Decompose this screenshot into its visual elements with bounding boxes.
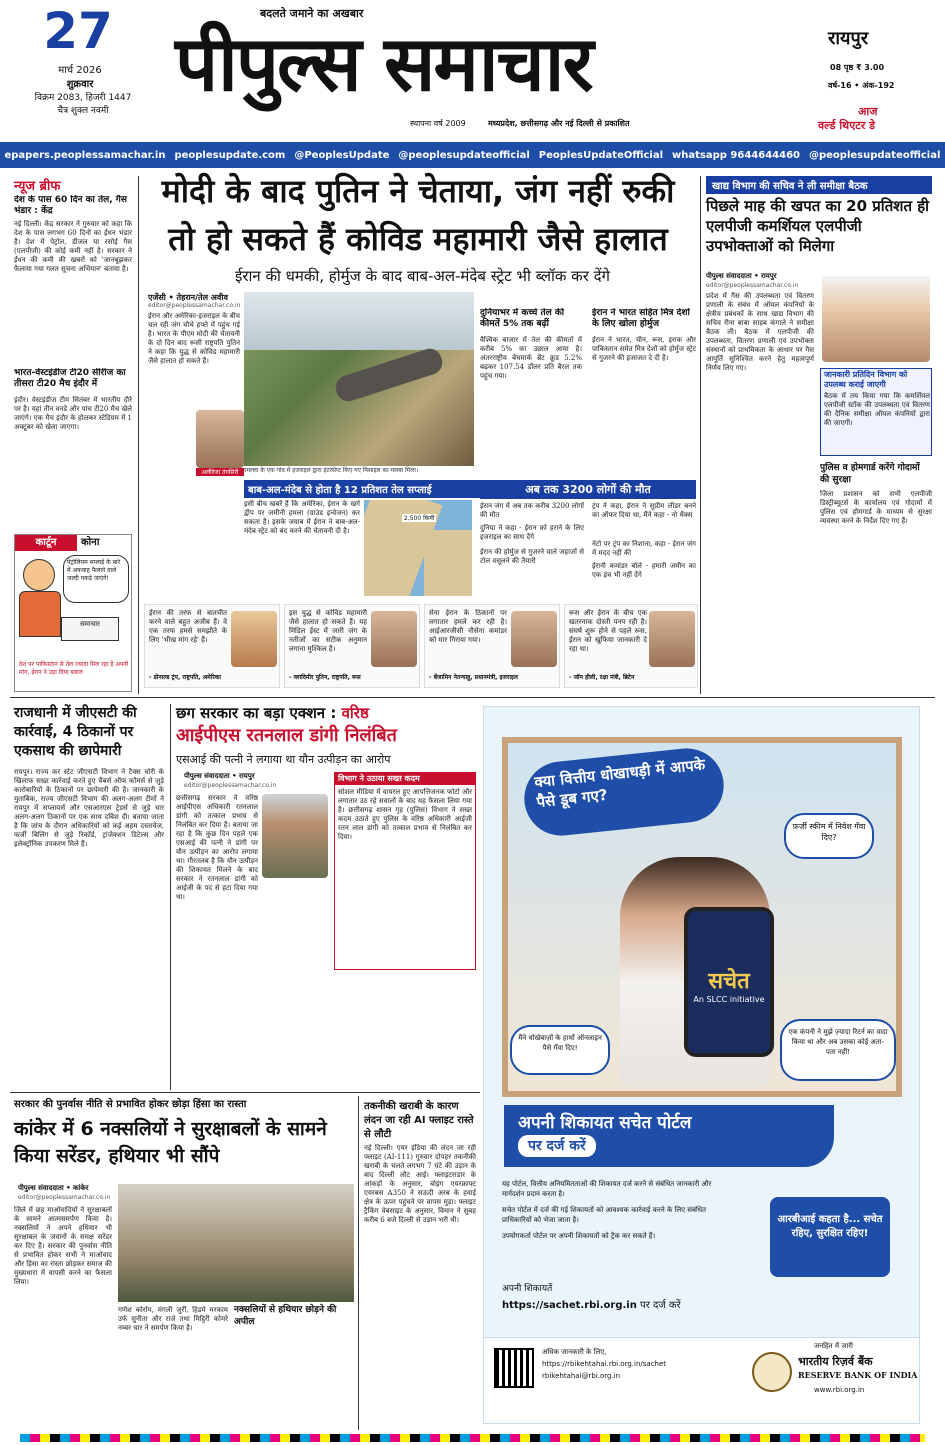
ad-portal-banner (504, 1105, 834, 1167)
qr-code[interactable] (494, 1348, 534, 1388)
date-month: मार्च 2026 (58, 65, 102, 76)
lead-byline: एजेंसी • तेहरान/तेल अवीव (148, 293, 228, 302)
trump-photo (231, 611, 277, 667)
brief-text-1: नई दिल्ली। केंद्र सरकार ने गुरुवार को कहा कि देश के पास लगभग 60 दिनों का ईंधन भंडार है। देश में पेट्रोल, डीजल या रसोई गैस (एलपीजी) की कोई कमी नहीं है। सरकार ने ईंधन की कमी की खबरों को 'जानबूझकर फैलाया गया गलत सूचना अभियान' बताया है। (14, 220, 132, 273)
paksha: चैत्र शुक्ल नवमी (57, 106, 109, 116)
info-box-text: बैठक में तय किया गया कि कमर्शियल एलपीजी स्टॉक की उपलब्धता एवं वितरण की दैनिक समीक्षा ऑयल कंपनियों द्वारा की जाएगी। (824, 392, 930, 427)
ips-headline-1-text: वरिष्ठ (341, 704, 369, 722)
social-epaper[interactable]: epapers.peoplessamachar.in (4, 149, 166, 161)
oil-price-headline: दुनियाभर में कच्चे तेल की कीमतें 5% तक बढ़ीं (480, 308, 565, 329)
ips-email: editor@peoplessamachar.co.in (184, 782, 277, 789)
social-x[interactable]: @PeoplesUpdate (294, 149, 390, 161)
ad-mascot-sign: आरबीआई कहता है... सचेत रहिए, सुरक्षित रहिए! (770, 1197, 890, 1277)
cartoon-paper: समाचार (61, 617, 119, 641)
lpg-byline: पीपुल्स संवाददाता • रायपुर (706, 272, 777, 280)
ad-url[interactable]: https://sachet.rbi.org.in (502, 1300, 637, 1311)
news-brief-label: न्यूज ब्रीफ (14, 179, 61, 194)
kanker-email: editor@peoplessamachar.co.in (18, 1194, 111, 1201)
ad-bubble-company: एक कंपनी ने मुझे ज़्यादा रिटर्न का वादा किया था और अब उसका कोई अता-पता नहीं! (780, 1019, 896, 1081)
banner-line-2: पर दर्ज करें (518, 1135, 596, 1157)
deaths-headline: अब तक 3200 लोगों की मौत (480, 480, 696, 499)
quote-box-trump (144, 604, 280, 688)
weekday: शुक्रवार (66, 79, 94, 90)
kanker-text-2: गणेश कोर्राम, मंगली जुर्री, हिडमे मरकाम उर्फ सुनीता और राजे तथा मिट्ठिरी कोमरे नम्बर चार ने समर्पण किया है। (118, 1306, 228, 1332)
secretary-photo (822, 276, 930, 362)
map-headline: बाब-अल-मंदेब से होता है 12 प्रतिशत तेल सप्लाई (244, 480, 494, 498)
putin-photo (371, 611, 417, 667)
rbi-name-hindi: भारतीय रिज़र्व बैंक (798, 1355, 873, 1368)
tagline: बदलते जमाने का अखबार (260, 7, 364, 20)
brief-headline-2: भारत-वेस्टइंडीज टी20 सीरीज का तीसरा टी20 मैच इंदौर में (14, 368, 126, 389)
volume: वर्ष-16 • अंक-192 (828, 81, 895, 90)
appeal-box-headline: नक्सलियों से हथियार छोड़ने की अपील (234, 1305, 337, 1327)
masthead (0, 0, 945, 142)
lpg-text: प्रदेश में गैस की उपलब्धता एवं वितरण प्रणाली के संबंध में ऑयल कंपनियों के क्षेत्रीय प्रबंधकों के साथ खाद्य विभाग की सचिव रीना बाबा साहब कंगाले ने समीक्षा बैठक ली। बैठक में एलपीजी की उपलब्धता, वितरण प्रणाली एवं उपभोक्ता संस्थानों को प्राथमिकता के आधार पर गैस आपूर्ति सुनिश्चित करने हेतु महत्वपूर्ण निर्णय लिए गए। (706, 292, 814, 372)
netanyahu-photo (511, 611, 557, 667)
founded: स्थापना वर्ष 2009 (410, 119, 466, 128)
today-event: वर्ल्ड थिएटर डे (818, 119, 876, 132)
social-youtube[interactable]: @peoplesupdateofficial (808, 149, 941, 161)
lpg-email: editor@peoplessamachar.co.in (706, 282, 799, 289)
cartoon-caption: देश पर पाकिस्तान से तेल ज्यादा मिल रहा है अपनी मांग, ईरान ने उड़ा दिया बवाल (19, 661, 129, 676)
quote-box-healey (564, 604, 698, 688)
hormuz-text: ईरान ने भारत, चीन, रूस, इराक और पाकिस्तान समेत मित्र देशों को होर्मुज स्ट्रेट से गुजरने की इजाजत दे दी है। (592, 336, 696, 362)
ips-headline-1 (176, 702, 476, 724)
quote-text: सेना ईरान के ठिकानों पर लगातार हमले कर रही है। आईआरजीसी नौसेना कमांडर को मार गिराया गया। (429, 609, 507, 644)
ips-subheadline: एसआई की पत्नी ने लगाया था यौन उत्पीड़न का आरोप (176, 753, 391, 766)
brief-text-2: इंदौर। वेस्टइंडीज टीम सितंबर में भारतीय दौरे पर है। यहां तीन वनडे और पांच टी20 मैच खेले जाएंगे। एक मैच इंदौर के होलकर स्टेडियम में 1 अक्टूबर को खेला जाएगा। (14, 396, 132, 431)
ad-footer (484, 1337, 920, 1424)
dept-box-headline: विभाग ने उठाया सख्त कदम (334, 772, 476, 785)
cartoon-label: कार्टून (15, 535, 77, 551)
kanker-headline: कांकेर में 6 नक्सलियों ने सुरक्षाबलों के सामने किया सरेंडर, हथियार भी सौंपे (14, 1118, 327, 1167)
deaths-item: ट्रंप ने कहा, ईरान ने सुप्रीम लीडर बनने का ऑफर दिया था, मैंने कहा - नो थैंक्स (592, 502, 696, 519)
photo-caption: रमल्ला के एक गांव में इजराइल द्वारा इंटरसेप्ट किए गए मिसाइल का मलबा मिला। (244, 466, 474, 475)
feedback-email[interactable]: rbikehtahai@rbi.org.in (542, 1372, 621, 1380)
ad-url-suffix: पर दर्ज करें (640, 1300, 681, 1311)
sachet-phone (684, 907, 774, 1057)
phone-title: सचेत (708, 969, 750, 994)
ad-question-bubble: क्या वित्तीय धोखाधड़ी में आपके पैसे डूब गए? (521, 745, 728, 840)
quote-text: रूस और ईरान के बीच एक खतरनाक दोस्ती पनप रही है। संघर्ष शुरू होने से पहले रूस, ईरान को खुफिया जानकारी दे रहा था। (569, 609, 647, 653)
quote-author: - डोनाल्ड ट्रंप, राष्ट्रपति, अमेरिका (149, 674, 221, 681)
gst-text: रायपुर। राज्य कर स्टेट जीएसटी विभाग ने टैक्स चोरी के खिलाफ सख्त कार्रवाई करते हुए चैंबर्स ऑफ कॉमर्स से जुड़े कारोबारियों के ठिकानों पर छापेमारी की है। जानकारी के मुताबिक, राज्य जीएसटी विभाग की अलग-अलग टीमों ने रायपुर में सप्लायर्स और एसआरएस ट्रेडर्स से जुड़े चार अलग-अलग ठिकानों पर एक साथ दबिश दी। बताया जाता है कि जांच के दौरान अधिकारियों को कई अहम दस्तावेज, फर्जी बिलिंग से जुड़े रिकॉर्ड, ट्रांजेक्शन डिटेल्स और इलेक्ट्रॉनिक उपकरण मिले हैं। (14, 768, 164, 848)
cartoon-box (14, 534, 132, 692)
commander-tag: अलीरेजा तंगसिरी (196, 468, 244, 476)
rbi-name-english: RESERVE BANK OF INDIA (798, 1370, 918, 1380)
social-facebook[interactable]: PeoplesUpdateOfficial (538, 149, 664, 161)
pages-price: 08 पृष्ठ ₹ 3.00 (830, 63, 885, 72)
info-box-headline: जानकारी प्रतिदिन विभाग को उपलब्ध कराई जाएगी (824, 370, 908, 389)
surrender-photo (118, 1184, 354, 1302)
ad-bullet: उपयोगकर्ता पोर्टल पर अपनी शिकायतों को ट्रैक कर सकते हैं। (502, 1232, 656, 1240)
ad-submit-label: अपनी शिकायतें (502, 1284, 553, 1294)
hormuz-headline: ईरान ने भारत सहित मित्र देशों के लिए खोला होर्मुज (592, 308, 690, 329)
date-day: 27 (43, 2, 113, 60)
healey-photo (649, 611, 695, 667)
newspaper-title: पीपुल्स समाचार (175, 19, 592, 108)
ips-kicker: छग सरकार का बड़ा एक्शन : (176, 704, 337, 722)
deaths-item: दुनिया ने कहा - ईरान को हराने के लिए इजराइल का साथ देंगे (480, 524, 584, 541)
social-whatsapp[interactable]: whatsapp 9644644460 (672, 149, 800, 161)
kanker-byline: पीपुल्स संवाददाता • कांकेर (18, 1184, 89, 1192)
vikram-samvat: विक्रम 2083, हिजरी 1447 (34, 93, 132, 103)
ad-url-line (502, 1297, 742, 1311)
ips-text-col2 (262, 882, 328, 1088)
deaths-item: ईरानी कमांडर बोले - हमारी जमीन का एक इंच भी नहीं देंगे (592, 562, 696, 579)
kanker-text: जिले में छह माओवादियों ने सुरक्षाबलों के सामने आत्मसमर्पण किया है। नक्सलियों ने अपने हथियार भी सुरक्षाबल के जवानों के समक्ष सरेंडर कर दिए हैं। सरकार की पुनर्वास नीति से प्रभावित होकर सभी ने माओवाद और हिंसा का रास्ता छोड़कर समाज की मुख्यधारा में वापसी करने का फैसला लिया। (14, 1206, 112, 1286)
lead-subheadline: ईरान की धमकी, होर्मुज के बाद बाब-अल-मंदेब स्ट्रेट भी ब्लॉक कर देंगे (234, 267, 611, 285)
social-website[interactable]: peoplesupdate.com (174, 149, 286, 161)
rbi-sachet-ad[interactable] (483, 706, 920, 1424)
quote-text: इस युद्ध से कोविड महामारी जैसे हालात हो सकते हैं। यह मिडिल ईस्ट में जारी जंग के नतीजों का सटीक अनुमान लगाना मुश्किल है। (289, 609, 367, 653)
social-instagram[interactable]: @peoplesupdateofficial (398, 149, 530, 161)
rbi-website[interactable]: www.rbi.org.in (814, 1386, 865, 1394)
quote-author: - व्लादिमीर पुतिन, राष्ट्रपति, रूस (289, 674, 361, 681)
lpg-headline: पिछले माह की खपत का 20 प्रतिशत ही एलपीजी कमर्शियल एलपीजी उपभोक्ताओं को मिलेगा (706, 197, 930, 255)
quote-box-netanyahu (424, 604, 560, 688)
ad-bullet: सचेत पोर्टल में दर्ज की गई शिकायतों को आवश्यक कार्रवाई करने के लिए संबंधित प्राधिकारियों को भेजा जाता है। (502, 1206, 707, 1224)
ips-headline-2: आईपीएस रतनलाल डांगी निलंबित (176, 725, 397, 746)
social-bar (0, 142, 945, 168)
quote-box-putin (284, 604, 420, 688)
kanker-kicker: सरकार की पुनर्वास नीति से प्रभावित होकर छोड़ा हिंसा का रास्ता (14, 1099, 247, 1110)
editions: मध्यप्रदेश, छत्तीसगढ़ और नई दिल्ली से प्रकाशित (488, 119, 630, 128)
lpg-kicker: खाद्य विभाग की सचिव ने ली समीक्षा बैठक (706, 176, 932, 194)
brief-headline-1: देश के पास 60 दिन का तेल, गैस भंडार : केंद्र (14, 195, 127, 216)
flight-headline: तकनीकी खराबी के कारण लंदन जा रही AI फ्लाइट रास्ते से लौटी (364, 1101, 474, 1140)
gst-headline: राजधानी में जीएसटी की कार्रवाई, 4 ठिकानों पर एकसाथ की छापेमारी (14, 705, 137, 759)
phone-sub: An SLCC initiative (693, 995, 765, 1004)
oil-price-text: वैश्विक बाजार में तेल की कीमतों में करीब 5% का उछाल आया है। अंतरराष्ट्रीय बेंचमार्क ब्रेंट क्रूड 5.2% बढ़कर 107.54 डॉलर प्रति बैरल तक पहुंच गया। (480, 336, 582, 380)
officer-photo (262, 794, 328, 878)
deaths-item: ईरान की होर्मुज से गुजरने वाले जहाजों से टोल वसूलने की तैयारी (480, 548, 584, 565)
map-text: इसी बीच खबरें हैं कि अमेरिका, ईरान के खर्ग द्वीप पर जमीनी हमला (ग्राउंड इन्वेजन) कर सकता है। इसके जवाब में ईरान ने बाब-अल-मंदेब स्ट्रेट को बंद करने की चेतावनी दी है। (244, 500, 360, 535)
public-interest: जनहित में जारी (814, 1342, 853, 1350)
flight-text: नई दिल्ली। एयर इंडिया की लंदन जा रही फ्लाइट (AI-111) गुरुवार दोपहर तकनीकी खराबी के चलते लगभग 7 घंटे की उड़ान के बाद दिल्ली लौट आई। फ्लाइटराडार के आंकड़ों के अनुसार, बोइंग एयरक्राफ्ट एयरबस A350 ने सऊदी अरब के हवाई क्षेत्र के ऊपर पहुंचने पर वापस मुड़ा। फ्लाइट ट्रैकिंग वेबसाइट के अनुसार, विमान ने सुबह करीब 6 बजे दिल्ली से उड़ान भरी थी। (364, 1144, 476, 1224)
city: रायपुर (828, 28, 869, 49)
lead-headline-1: मोदी के बाद पुतिन ने चेताया, जंग नहीं रुकी (161, 172, 675, 210)
quote-text: ईरान की तरफ से बातचीत करने वाले बहुत अजीब हैं। वे एक तरफ हमसे समझौते के लिए 'भीख मांग रहे' हैं। (149, 609, 227, 644)
ad-bullet: यह पोर्टल, वित्तीय अनियमितताओं की शिकायत दर्ज करने से संबंधित जानकारी और मार्गदर्शन प्रदान करता है। (502, 1180, 712, 1198)
ips-byline: पीपुल्स संवाददाता • रायपुर (184, 772, 255, 780)
cartoon-label-2: कोना (81, 537, 100, 548)
lead-email: editor@peoplessamachar.co.in (148, 302, 241, 309)
missile-debris-photo (244, 292, 474, 470)
color-register-strip (20, 1434, 925, 1442)
lead-text: ईरान और अमेरिका-इजराइल के बीच चल रही जंग चौथे हफ्ते में पहुंच गई है। भारत के पीएम मोदी की चेतावनी के दो दिन बाद रूसी राष्ट्रपति पुतिन ने कहा कि युद्ध से कोविड महामारी जैसे हालात हो सकते हैं। (148, 312, 240, 365)
cartoon-body (19, 591, 61, 637)
map-distance-label: 2,500 किमी (404, 515, 435, 522)
quote-author: - बेंजामिन नेतन्याहू, प्रधानमंत्री, इजराइल (429, 674, 518, 681)
deaths-item: ईरान जंग में अब तक करीब 3200 लोगों की मौत (480, 502, 584, 519)
police-text: जिला प्रशासन को सभी एलपीजी डिस्ट्रीब्यूटर्स के कार्यालय एवं गोदामों में पुलिस एवं होमगार्ड के माध्यम से सुरक्षा व्यवस्था करने के निर्देश दिए गए हैं। (820, 490, 932, 525)
ad-bubble-online: मैंने धोखेबाज़ों के हाथों ऑनलाइन पैसे गँवा दिए! (510, 1025, 610, 1075)
strait-map (364, 500, 472, 596)
commander-photo (196, 410, 244, 468)
today-label: आज (858, 105, 878, 118)
banner-line-1: अपनी शिकायत सचेत पोर्टल (518, 1113, 692, 1133)
quote-author: - जॉन हीली, रक्षा मंत्री, ब्रिटेन (569, 674, 635, 681)
ad-bullets (502, 1179, 732, 1241)
deaths-item: नेटो पर ट्रंप का निशाना, कहा - ईरान जंग में मदद नहीं की (592, 540, 696, 557)
more-info: अधिक जानकारी के लिए, (542, 1348, 607, 1356)
rbi-logo (752, 1352, 792, 1392)
cartoon-bubble: पेट्रोलियम सप्लाई के बारे में अफवाह फैलाने वाले जल्दी पकड़े जाएंगे! (63, 555, 129, 603)
ad-bubble-scheme: फ़र्ज़ी स्कीम में निवेश गँवा दिए? (784, 813, 874, 859)
info-url[interactable]: https://rbikehtahai.rbi.org.in/sachet (542, 1360, 667, 1368)
dept-box-text: सोशल मीडिया में वायरल हुए आपत्तिजनक फोटो और लगातार उठ रहे सवालों के बाद यह फैसला लिया गया है। छत्तीसगढ़ शासन गृह (पुलिस) विभाग ने सख्त कदम उठाते हुए पुलिस के वरिष्ठ अधिकारी आईजी रतन लाल डांगी को तत्काल प्रभाव से निलंबित कर दिया। (338, 788, 472, 841)
ips-text: छत्तीसगढ़ सरकार ने वरिष्ठ आईपीएस अधिकारी रतनलाल डांगी को तत्काल प्रभाव से निलंबित कर दिया है। बताया जा रहा है कि कुछ दिन पहले एक एसआई की पत्नी ने डांगी पर यौन उत्पीड़न का आरोप लगाया था। गौरतलब है कि यौन उत्पीड़न की शिकायत मिलने के बाद सरकार ने रतनलाल डांगी को आईजी के पद से हटा दिया गया था। (176, 794, 258, 901)
lead-headline-2: तो हो सकते हैं कोविड महामारी जैसे हालात (168, 220, 668, 258)
appeal-box-text (234, 1332, 354, 1430)
cartoon-figure (23, 559, 55, 591)
police-headline: पुलिस व होमगार्ड करेंगे गोदामों की सुरक्षा (820, 463, 920, 485)
